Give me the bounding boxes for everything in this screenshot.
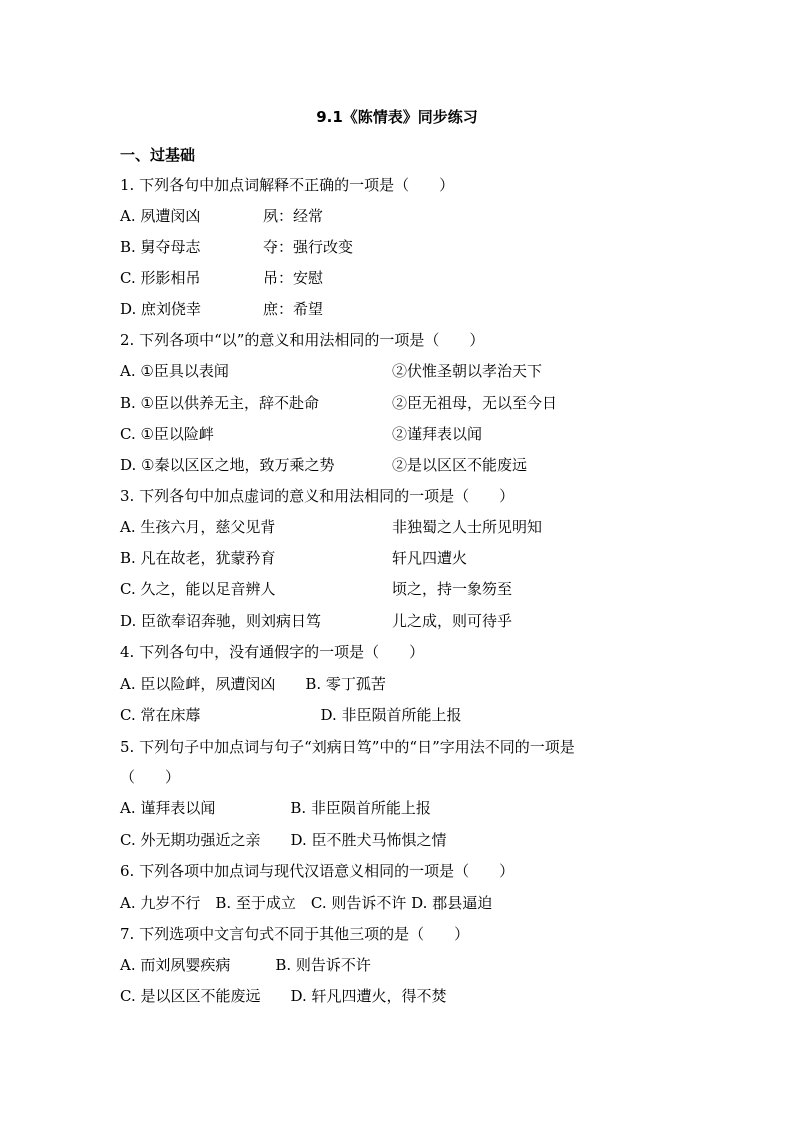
question-4-stem: 4. 下列各句中，没有通假字的一项是（ ） — [120, 643, 425, 661]
question-3-stem: 3. 下列各句中加点虚词的意义和用法相同的一项是（ ） — [120, 487, 515, 505]
q3-option-b-1: B. 凡在故老，犹蒙矜育 — [120, 549, 276, 567]
question-5-stem: 5. 下列句子中加点词与句子“刘病日笃”中的“日”字用法不同的一项是 — [120, 738, 575, 756]
question-1-stem: 1. 下列各句中加点词解释不正确的一项是（ ） — [120, 176, 455, 194]
question-2-stem: 2. 下列各项中“以”的意义和用法相同的一项是（ ） — [120, 331, 485, 349]
q3-option-a-2: 非独蜀之人士所见明知 — [392, 518, 543, 536]
q1-option-d: D. 庶刘侥幸 — [120, 300, 202, 318]
q1-option-b: B. 舅夺母志 — [120, 238, 201, 256]
q3-option-c-1: C. 久之，能以足音辨人 — [120, 580, 276, 598]
q2-option-c-1: C. ①臣以险衅 — [120, 425, 214, 443]
q2-option-b-2: ②臣无祖母，无以至今日 — [392, 394, 558, 412]
document-title: 9.1《陈情表》同步练习 — [316, 108, 478, 126]
q2-option-a-2: ②伏惟圣朝以孝治天下 — [392, 362, 543, 380]
q2-option-d-2: ②是以区区不能废远 — [392, 456, 528, 474]
q2-option-c-2: ②谨拜表以闻 — [392, 425, 483, 443]
q1-option-c-gloss: 吊：安慰 — [263, 269, 324, 287]
section-heading: 一、过基础 — [120, 146, 196, 164]
q2-option-d-1: D. ①秦以区区之地，致万乘之势 — [120, 456, 335, 474]
q1-option-a: A. 夙遭闵凶 — [120, 207, 201, 225]
q3-option-a-1: A. 生孩六月，慈父见背 — [120, 518, 276, 536]
question-5-stem-cont: （ ） — [120, 768, 181, 786]
q1-option-d-gloss: 庶：希望 — [263, 300, 324, 318]
q7-options-line-1: A. 而刘夙婴疾病 B. 则告诉不许 — [120, 956, 371, 974]
q6-options-line-1: A. 九岁不行 B. 至于成立 C. 则告诉不许 D. 郡县逼迫 — [120, 894, 493, 912]
q3-option-d-1: D. 臣欲奉诏奔驰，则刘病日笃 — [120, 612, 322, 630]
q7-options-line-2: C. 是以区区不能废远 D. 轩凡四遭火，得不焚 — [120, 987, 447, 1005]
q2-option-a-1: A. ①臣具以表闻 — [120, 362, 229, 380]
q5-options-line-1: A. 谨拜表以闻 B. 非臣陨首所能上报 — [120, 799, 431, 817]
question-6-stem: 6. 下列各项中加点词与现代汉语意义相同的一项是（ ） — [120, 862, 515, 880]
q4-options-line-2: C. 常在床蓐 D. 非臣陨首所能上报 — [120, 706, 462, 724]
q1-option-a-gloss: 夙：经常 — [263, 207, 324, 225]
q3-option-d-2: 儿之成，则可待乎 — [392, 612, 513, 630]
q1-option-b-gloss: 夺：强行改变 — [263, 238, 354, 256]
q2-option-b-1: B. ①臣以供养无主，辞不赴命 — [120, 394, 320, 412]
question-7-stem: 7. 下列选项中文言句式不同于其他三项的是（ ） — [120, 925, 470, 943]
q1-option-c: C. 形影相吊 — [120, 269, 201, 287]
q5-options-line-2: C. 外无期功强近之亲 D. 臣不胜犬马怖惧之情 — [120, 831, 447, 849]
q3-option-b-2: 轩凡四遭火 — [392, 549, 468, 567]
q4-options-line-1: A. 臣以险衅，夙遭闵凶 B. 零丁孤苦 — [120, 675, 386, 693]
q3-option-c-2: 顷之，持一象笏至 — [392, 580, 513, 598]
